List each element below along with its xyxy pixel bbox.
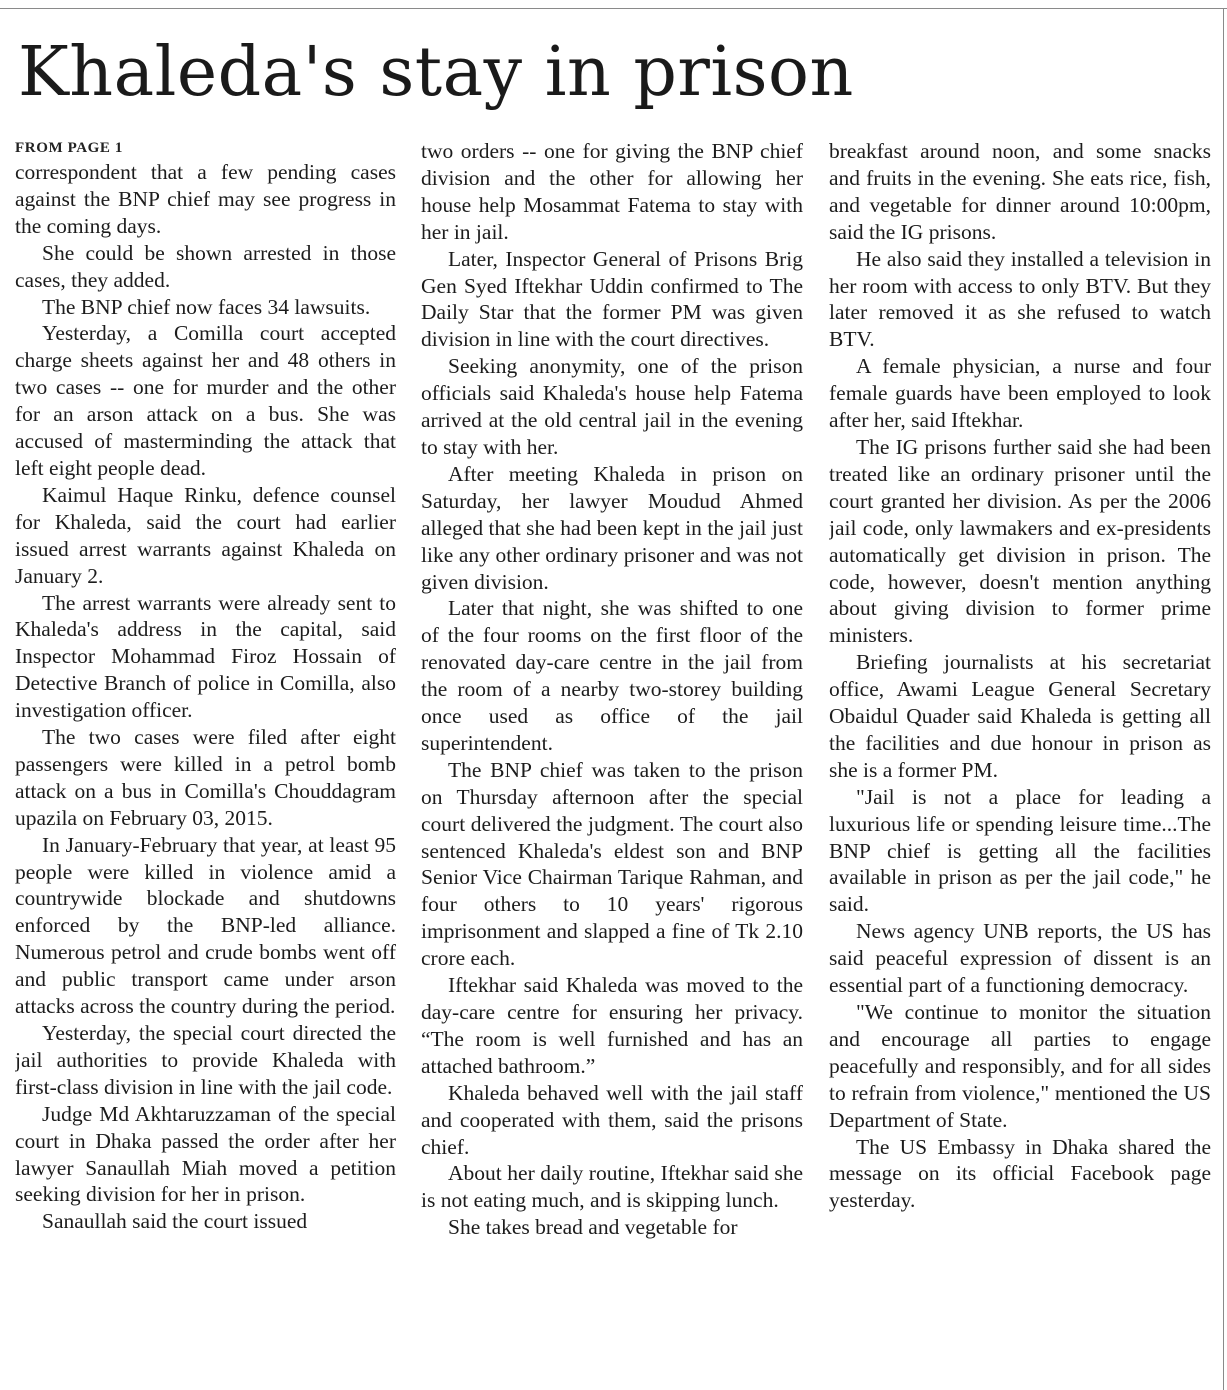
- paragraph: A female physician, a nurse and four female guards have been employed to look after her, said Iftekhar.: [829, 354, 1211, 433]
- paragraph: Seeking anonymity, one of the prison officials said Khaleda's house help Fatema arrived at the old central jail in the evening to stay with her.: [421, 354, 803, 459]
- paragraph: News agency UNB reports, the US has said peaceful expression of dissent is an essential part of a functioning democracy.: [829, 919, 1211, 998]
- paragraph: She could be shown arrested in those cases, they added.: [15, 240, 396, 292]
- paragraph: "We continue to monitor the situation and encourage all parties to engage peacefully and responsibly, and for all sides to refrain from violence," mentioned the US Department of State.: [829, 1000, 1211, 1132]
- paragraph: Judge Md Akhtaruzzaman of the special court in Dhaka passed the order after her lawyer Sanaullah Miah moved a petition seeking division for her in prison.: [15, 1101, 396, 1207]
- paragraph: About her daily routine, Iftekhar said she is not eating much, and is skipping lunch.: [421, 1161, 803, 1213]
- paragraph: In January-February that year, at least 95 people were killed in violence amid a countrywide blockade and shutdowns enforced by the BNP-led alliance. Numerous petrol and crude bombs went off and public transport came under arson attacks across the country during the period.: [15, 832, 396, 1019]
- paragraph: Later that night, she was shifted to one of the four rooms on the first floor of the renovated day-care centre in the jail from the room of a nearby two-storey building once used as office of the jail superintendent.: [421, 596, 803, 755]
- paragraph: Iftekhar said Khaleda was moved to the day-care centre for ensuring her privacy. “The room is well furnished and has an attached bathroom.”: [421, 973, 803, 1078]
- paragraph: Briefing journalists at his secretariat office, Awami League General Secretary Obaidul Quader said Khaleda is getting all the facilities and due honour in prison as she is a former PM.: [829, 650, 1211, 782]
- right-rule: [1223, 8, 1224, 1390]
- paragraph: Later, Inspector General of Prisons Brig Gen Syed Iftekhar Uddin confirmed to The Daily Star that the former PM was given division in line with the court directives.: [421, 246, 803, 352]
- article-column-2: [421, 138, 803, 1388]
- paragraph: After meeting Khaleda in prison on Saturday, her lawyer Moudud Ahmed alleged that she had been kept in the jail just like any other ordinary prisoner and was not given division.: [421, 461, 803, 594]
- paragraph: Kaimul Haque Rinku, defence counsel for Khaleda, said the court had earlier issued arrest warrants against Khaleda on January 2.: [15, 482, 396, 588]
- paragraph: The US Embassy in Dhaka shared the message on its official Facebook page yesterday.: [829, 1134, 1211, 1213]
- paragraph: Sanaullah said the court issued: [42, 1209, 308, 1234]
- paragraph: The IG prisons further said she had been treated like an ordinary prisoner until the court granted her division. As per the 2006 jail code, only lawmakers and ex-presidents automatically get division in prison. The code, however, doesn't mention anything about giving division to former prime ministers.: [829, 434, 1211, 648]
- paragraph: Yesterday, a Comilla court accepted charge sheets against her and 48 others in two cases -- one for murder and the other for an arson attack on a bus. She was accused of masterminding the attack that left eight people dead.: [15, 321, 396, 480]
- paragraph: correspondent that a few pending cases against the BNP chief may see progress in the coming days.: [15, 160, 396, 238]
- paragraph: "Jail is not a place for leading a luxurious life or spending leisure time...The BNP chief is getting all the facilities available in prison as per the jail code," he said.: [829, 784, 1211, 917]
- paragraph: breakfast around noon, and some snacks and fruits in the evening. She eats rice, fish, and vegetable for dinner around 10:00pm, said the IG prisons.: [829, 139, 1211, 244]
- paragraph: The BNP chief was taken to the prison on Thursday afternoon after the special court delivered the judgment. The court also sentenced Khaleda's eldest son and BNP Senior Vice Chairman Tarique Rahman, and four others to 10 years' rigorous imprisonment and slapped a fine of Tk 2.10 crore each.: [421, 757, 803, 971]
- paragraph: She takes bread and vegetable for: [448, 1215, 738, 1240]
- headline: Khaleda's stay in prison: [18, 33, 854, 112]
- paragraph: Khaleda behaved well with the jail staff and cooperated with them, said the prisons chief.: [421, 1080, 803, 1159]
- article-column-3: [829, 138, 1211, 1388]
- paragraph: The arrest warrants were already sent to Khaleda's address in the capital, said Inspector Mohammad Firoz Hossain of Detective Branch of police in Comilla, also investigation officer.: [15, 590, 396, 723]
- top-rule: [0, 8, 1227, 9]
- article-column-1: [15, 138, 396, 1388]
- paragraph: Yesterday, the special court directed the jail authorities to provide Khaleda with first-class division in line with the jail code.: [15, 1021, 396, 1099]
- paragraph: The two cases were filed after eight passengers were killed in a petrol bomb attack on a bus in Comilla's Chouddagram upazila on February 03, 2015.: [15, 725, 396, 830]
- paragraph: two orders -- one for giving the BNP chief division and the other for allowing her house help Mosammat Fatema to stay with her in jail.: [421, 139, 803, 244]
- paragraph: He also said they installed a television in her room with access to only BTV. But they later removed it as she refused to watch BTV.: [829, 246, 1211, 352]
- kicker: FROM PAGE 1: [15, 140, 123, 156]
- paragraph: The BNP chief now faces 34 lawsuits.: [42, 294, 371, 319]
